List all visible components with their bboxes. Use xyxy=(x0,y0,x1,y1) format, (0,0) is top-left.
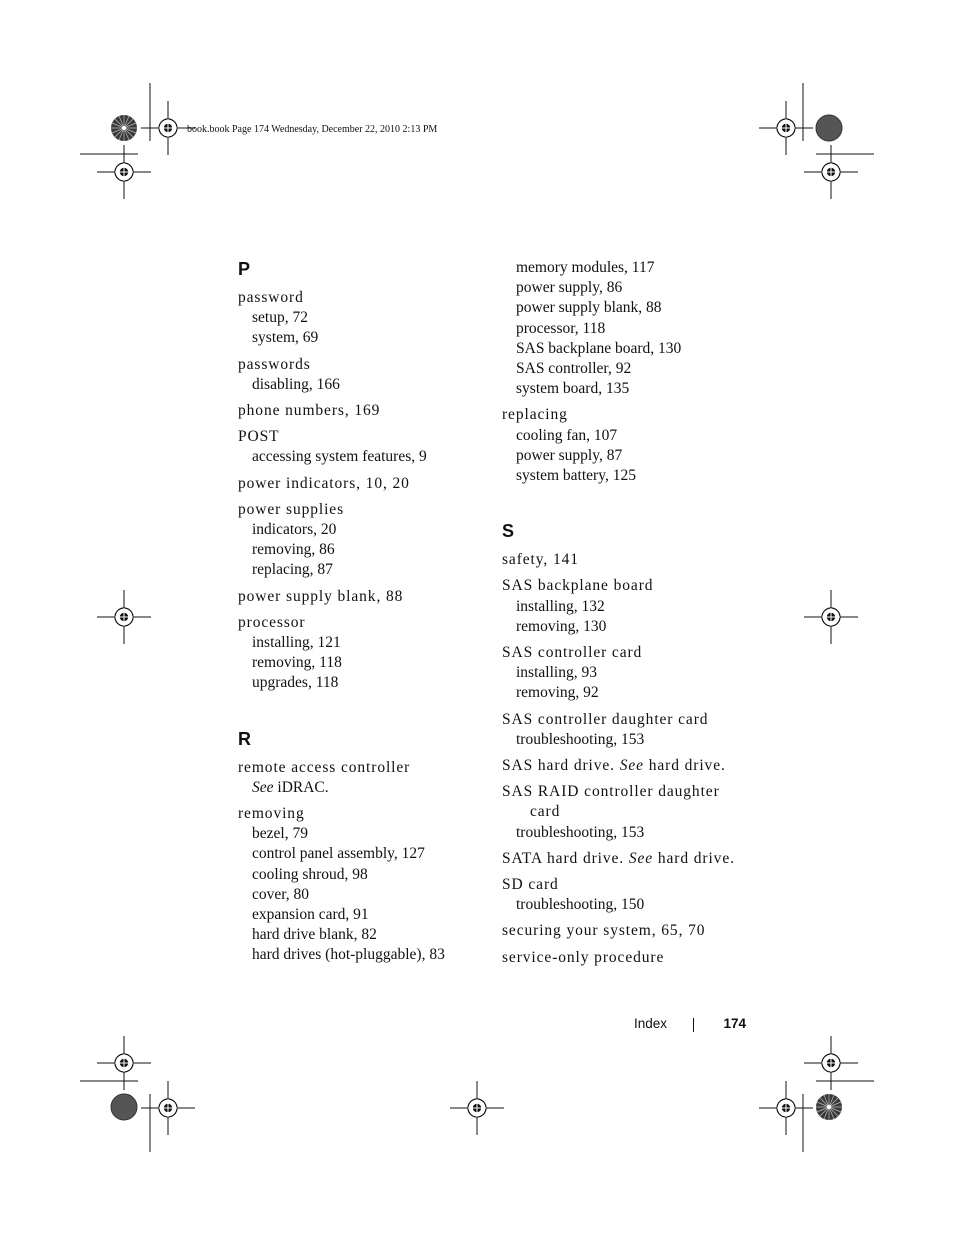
index-entry xyxy=(502,756,752,776)
index-subterm: replacing, 87 xyxy=(252,561,333,579)
index-subterm: system board, 135 xyxy=(516,380,630,398)
index-term: safety, 141 xyxy=(502,551,579,569)
see-reference: See xyxy=(252,778,274,796)
index-column-right xyxy=(502,258,752,974)
index-subterm: power supply, 86 xyxy=(516,279,623,297)
index-subterm: setup, 72 xyxy=(252,309,308,327)
index-subterm: disabling, 166 xyxy=(252,375,340,393)
index-subterm: system battery, 125 xyxy=(516,467,636,485)
index-term: power supplies xyxy=(238,500,345,518)
index-subterm: SAS backplane board, 130 xyxy=(516,339,682,357)
index-entry xyxy=(502,550,752,570)
index-term-text: SATA hard drive. xyxy=(502,849,629,867)
page-slug: book.book Page 174 Wednesday, December 22, 2010 2:13 PM xyxy=(187,124,438,135)
index-subterm: indicators, 20 xyxy=(252,521,337,539)
index-entry xyxy=(238,613,488,694)
index-entry xyxy=(238,288,488,349)
see-reference: See xyxy=(628,849,654,867)
index-term: SAS controller daughter card xyxy=(502,710,709,728)
index-term: processor xyxy=(238,613,306,631)
index-term: removing xyxy=(238,805,305,823)
section-letter: S xyxy=(502,521,515,542)
see-target: iDRAC. xyxy=(273,778,329,796)
index-subterm: hard drives (hot-pluggable), 83 xyxy=(252,946,445,964)
see-target: hard drive. xyxy=(653,849,735,867)
index-subterm: hard drive blank, 82 xyxy=(252,926,377,944)
index-subterm: memory modules, 117 xyxy=(516,259,655,276)
index-subterm: troubleshooting, 150 xyxy=(516,896,645,914)
index-entry xyxy=(502,643,752,704)
index-subterm xyxy=(238,778,488,798)
index-entry xyxy=(502,921,752,941)
index-term: phone numbers, 169 xyxy=(238,402,381,420)
index-entry xyxy=(502,405,752,486)
index-subterm: cooling shroud, 98 xyxy=(252,865,368,883)
see-target: hard drive. xyxy=(643,757,726,775)
section-spacer xyxy=(238,700,488,728)
index-entry xyxy=(238,427,488,467)
index-column-left xyxy=(238,258,488,972)
index-entry xyxy=(502,710,752,750)
index-entry xyxy=(238,355,488,395)
index-subterm: power supply blank, 88 xyxy=(516,299,662,317)
page-footer xyxy=(600,1015,746,1035)
index-entry xyxy=(502,849,752,869)
index-term: power indicators, 10, 20 xyxy=(238,474,410,492)
index-subterm: SAS controller, 92 xyxy=(516,360,632,378)
index-subterm: system, 69 xyxy=(252,329,319,347)
index-subterm: expansion card, 91 xyxy=(252,906,369,924)
index-subterm: removing, 92 xyxy=(516,684,599,702)
footer-section-label: Index xyxy=(633,1016,667,1031)
index-term xyxy=(502,756,752,776)
page-number: 174 xyxy=(723,1016,746,1031)
index-term: SD card xyxy=(502,876,559,894)
index-term: POST xyxy=(238,428,280,446)
index-entry xyxy=(502,258,752,399)
index-subterm: power supply, 87 xyxy=(516,446,623,464)
index-term: securing your system, 65, 70 xyxy=(502,922,706,940)
section-letter: R xyxy=(238,728,251,749)
index-entry xyxy=(238,500,488,581)
index-subterm: installing, 132 xyxy=(516,597,605,615)
index-term-continuation: card xyxy=(530,803,561,821)
index-subterm: control panel assembly, 127 xyxy=(252,845,425,863)
index-term: SAS backplane board xyxy=(502,577,654,595)
index-subterm: cooling fan, 107 xyxy=(516,426,618,444)
section-spacer xyxy=(502,492,752,520)
index-entry xyxy=(502,948,752,968)
index-subterm: upgrades, 118 xyxy=(252,674,339,692)
index-term: password xyxy=(238,289,304,306)
index-term: power supply blank, 88 xyxy=(238,587,404,605)
index-subterm: removing, 86 xyxy=(252,541,335,559)
index-term: service-only procedure xyxy=(502,948,665,966)
index-term: SAS controller card xyxy=(502,644,643,662)
index-subterm: removing, 130 xyxy=(516,617,607,635)
index-term: SAS RAID controller daughter xyxy=(502,783,720,801)
index-term: remote access controller xyxy=(238,758,411,776)
index-entry xyxy=(238,401,488,421)
index-term-text: SAS hard drive. xyxy=(502,757,620,775)
index-entry xyxy=(502,875,752,915)
index-subterm: accessing system features, 9 xyxy=(252,448,427,466)
index-entry xyxy=(238,758,488,798)
index-subterm: removing, 118 xyxy=(252,654,342,672)
index-subterm: troubleshooting, 153 xyxy=(516,823,645,841)
index-subterm: installing, 121 xyxy=(252,634,341,652)
index-term: replacing xyxy=(502,406,568,424)
index-subterm: processor, 118 xyxy=(516,319,606,337)
index-subterm: bezel, 79 xyxy=(252,825,308,843)
index-entry xyxy=(238,474,488,494)
index-entry xyxy=(502,576,752,637)
index-subterm: troubleshooting, 153 xyxy=(516,730,645,748)
index-term: passwords xyxy=(238,355,311,373)
index-entry xyxy=(238,804,488,966)
index-entry xyxy=(502,782,752,843)
section-letter: P xyxy=(238,259,251,279)
see-reference: See xyxy=(619,757,644,775)
index-subterm: cover, 80 xyxy=(252,885,310,903)
index-term xyxy=(502,849,752,869)
index-subterm: installing, 93 xyxy=(516,664,597,682)
index-entry xyxy=(238,587,488,607)
footer-divider xyxy=(693,1018,694,1032)
